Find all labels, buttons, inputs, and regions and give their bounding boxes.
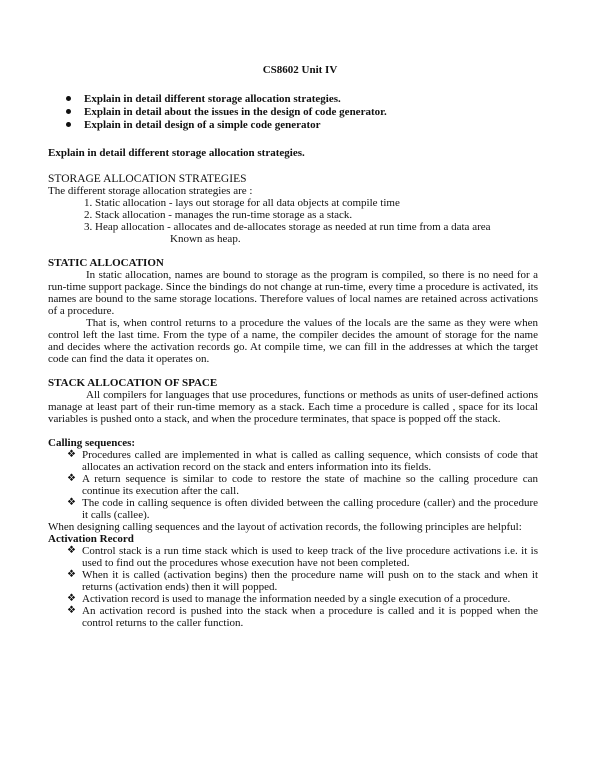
paragraph: When designing calling sequences and the layout of activation records, the following principles are helpful: (48, 521, 522, 533)
section-heading: STATIC ALLOCATION (48, 257, 164, 269)
section-heading: Calling sequences: (48, 437, 136, 449)
page-title: CS8602 Unit IV (262, 64, 338, 76)
bullet-dot-icon (66, 96, 71, 101)
diamond-bullet-icon: ❖ (67, 473, 76, 484)
list-item: ❖ A return sequence is similar to code to restore the state of machine so the calling procedure can continue its execution after the call. (67, 473, 538, 497)
diamond-bullet-icon: ❖ (67, 605, 76, 616)
list-continuation: Known as heap. (170, 233, 241, 245)
diamond-bullet-icon: ❖ (67, 593, 76, 604)
strategy-list (48, 197, 538, 233)
paragraph: In static allocation, names are bound to storage as the program is compiled, so there is no need for a run-time support package. Since the bindings do not change at run-time, every time a procedure is activated, its names are bound to the same storage locations. Therefore values of local names are retained across activations of a procedure. (48, 269, 538, 317)
question-heading: Explain in detail different storage allocation strategies. (48, 147, 305, 159)
list-item: 1. Static allocation - lays out storage for all data objects at compile time (84, 197, 400, 209)
list-item: 2. Stack allocation - manages the run-time storage as a stack. (84, 209, 353, 221)
diamond-bullet-icon: ❖ (67, 449, 76, 460)
list-item: Explain in detail different storage allocation strategies. (66, 92, 387, 105)
list-item: ❖ The code in calling sequence is often divided between the calling procedure (caller) and the procedure it calls (callee). (67, 497, 538, 521)
diamond-bullet-icon: ❖ (67, 497, 76, 508)
diamond-bullet-icon: ❖ (67, 569, 76, 580)
list-item: ❖ Procedures called are implemented in what is called as calling sequence, which consists of code that allocates an activation record on the stack and enters information into its fields. (67, 449, 538, 473)
section-heading: Activation Record (48, 533, 134, 545)
bullet-dot-icon (66, 109, 71, 114)
paragraph: All compilers for languages that use procedures, functions or methods as units of user-defined actions manage at least part of their run-time memory as a stack. Each time a procedure is called , space for its local variables is pushed onto a stack, and when the procedure terminates, that space is popped off the stack. (48, 389, 538, 425)
section-heading: STORAGE ALLOCATION STRATEGIES (48, 173, 247, 185)
calling-sequence-list (48, 449, 538, 521)
section-heading: STACK ALLOCATION OF SPACE (48, 377, 218, 389)
bullet-dot-icon (66, 122, 71, 127)
list-item: Explain in detail about the issues in the design of code generator. (66, 105, 387, 118)
list-item: 3. Heap allocation - allocates and de-allocates storage as needed at run time from a data area (84, 221, 491, 233)
document-body (48, 147, 538, 629)
intro-question-list (66, 92, 387, 131)
activation-record-list (48, 545, 538, 629)
list-item: Explain in detail design of a simple code generator (66, 118, 387, 131)
list-item: ❖ An activation record is pushed into the stack when a procedure is called and it is popped when the control returns to the caller function. (67, 605, 538, 629)
section-lead: The different storage allocation strategies are : (48, 185, 253, 197)
paragraph: That is, when control returns to a procedure the values of the locals are the same as they were when control left the last time. From the type of a name, the compiler decides the amount of storage for the name and decides where the activation records go. At compile time, we can fill in the addresses at which the target code can find the data it operates on. (48, 317, 538, 365)
diamond-bullet-icon: ❖ (67, 545, 76, 556)
list-item: ❖ Activation record is used to manage the information needed by a single execution of a procedure. (67, 593, 511, 605)
list-item: ❖ Control stack is a run time stack which is used to keep track of the live procedure activations i.e. it is used to find out the procedures whose execution have not been completed. (67, 545, 538, 569)
list-item: ❖ When it is called (activation begins) then the procedure name will push on to the stack and when it returns (activation ends) then it will popped. (67, 569, 538, 593)
